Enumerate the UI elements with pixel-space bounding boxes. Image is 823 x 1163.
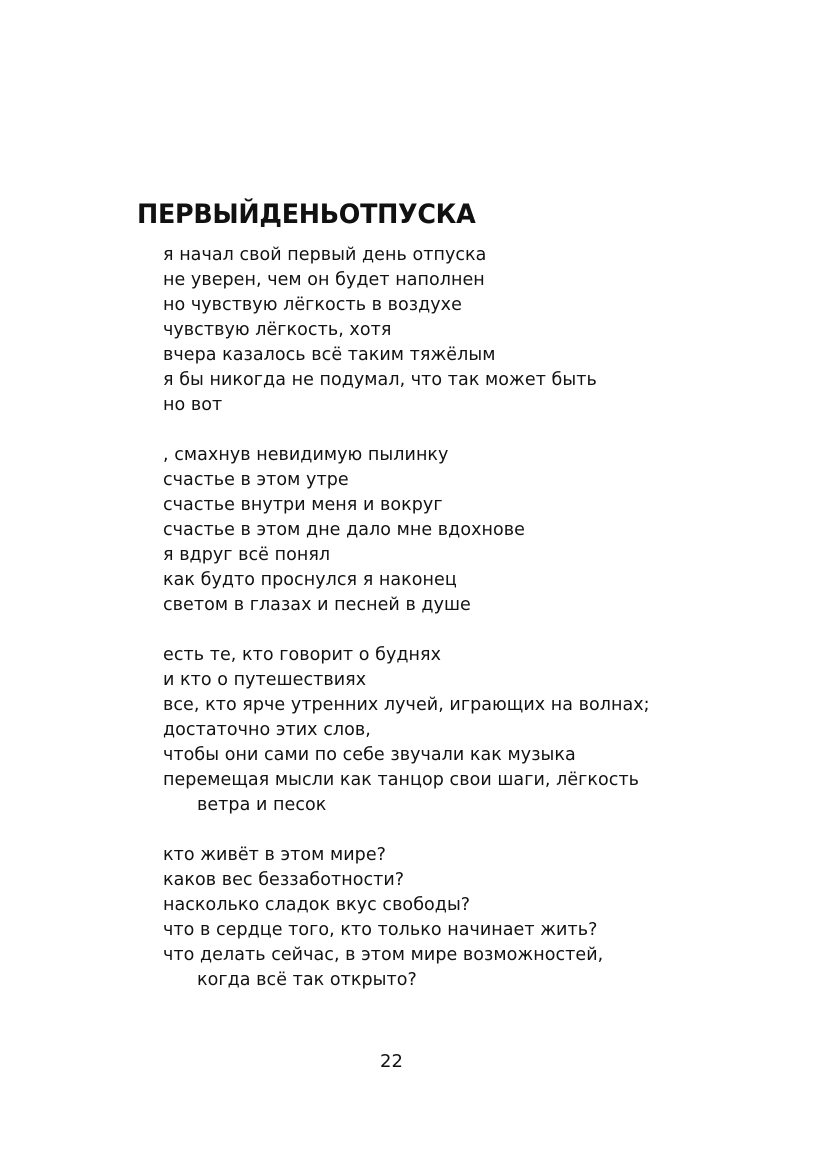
- poem-line: , смахнув невидимую пылинку: [163, 445, 449, 465]
- poem-line: что в сердце того, кто только начинает жить?: [163, 920, 598, 940]
- poem-line: кто живёт в этом мире?: [163, 845, 386, 865]
- poem-line: но чувствую лёгкость в воздухе: [163, 295, 462, 315]
- poem-line: ветра и песок: [197, 795, 327, 815]
- poem-line: не уверен, чем он будет наполнен: [163, 270, 485, 290]
- poem-line: насколько сладок вкус свободы?: [163, 895, 471, 915]
- poem-stanza: [163, 443, 763, 618]
- poem-line: я вдруг всё понял: [163, 545, 331, 565]
- poem-stanza: [163, 643, 763, 818]
- poem-line: счастье в этом утре: [163, 470, 349, 490]
- poem-line: я бы никогда не подумал, что так может быть: [163, 370, 597, 390]
- poem-line: достаточно этих слов,: [163, 720, 371, 740]
- poem-line: что делать сейчас, в этом мире возможностей,: [163, 945, 604, 965]
- poem-line: как будто проснулся я наконец: [163, 570, 457, 590]
- poem-line: счастье в этом дне дало мне вдохнове: [163, 520, 525, 540]
- poem-body: [163, 243, 763, 1018]
- poem-line: и кто о путешествиях: [163, 670, 367, 690]
- poem-line: я начал свой первый день отпуска: [163, 245, 487, 265]
- poem-line: каков вес беззаботности?: [163, 870, 405, 890]
- poem-stanza: [163, 843, 763, 993]
- page-title: ПЕРВЫЙДЕНЬОТПУСКА: [137, 199, 476, 231]
- poem-line: перемещая мысли как танцор свои шаги, лёгкость: [163, 770, 640, 790]
- poem-line: когда всё так открыто?: [197, 970, 417, 990]
- poem-line: но вот: [163, 395, 223, 415]
- poem-line: счастье внутри меня и вокруг: [163, 495, 443, 515]
- poem-line: есть те, кто говорит о буднях: [163, 645, 442, 665]
- poem-line: вчера казалось всё таким тяжёлым: [163, 345, 496, 365]
- poem-line: светом в глазах и песней в душе: [163, 595, 471, 615]
- poem-line: чтобы они сами по себе звучали как музыка: [163, 745, 576, 765]
- page-number: 22: [380, 1051, 403, 1072]
- poem-line: все, кто ярче утренних лучей, играющих на волнах;: [163, 695, 650, 715]
- poem-line: чувствую лёгкость, хотя: [163, 320, 392, 340]
- poem-stanza: [163, 243, 763, 418]
